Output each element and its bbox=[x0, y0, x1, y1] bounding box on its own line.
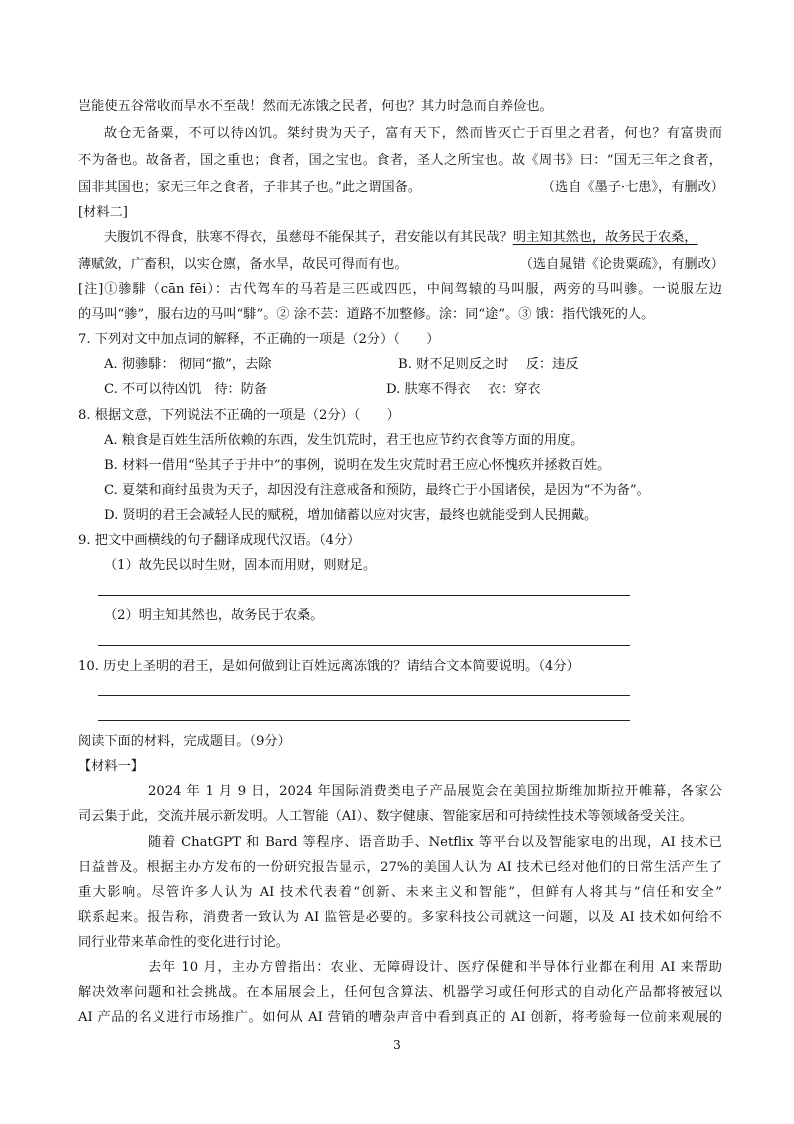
q7-option-a: A. 彻骖騑： 彻同“撤”，去除 bbox=[104, 357, 272, 372]
answer-line bbox=[98, 645, 630, 646]
q8-option-b: B. 材料一借用“坠其子于井中”的事例，说明在发生灾荒时君王应心怀愧疚并拯救百姓。 bbox=[104, 458, 611, 473]
article-p2-line-5: 同行业带来革命性的变化进行讨论。 bbox=[78, 935, 289, 950]
q9-sentence-2: （2）明主知其然也，故务民于农桑。 bbox=[104, 608, 324, 623]
passage-a-source: （选自《墨子·七患》，有删改） bbox=[541, 180, 724, 195]
passage-b-source: （选自晁错《论贵粟疏》，有删改） bbox=[519, 257, 724, 272]
q7-stem: 7. 下列对文中加点词的解释，不正确的一项是（2分）（ ） bbox=[78, 332, 440, 347]
q9-stem: 9. 把文中画横线的句子翻译成现代汉语。（4分） bbox=[78, 533, 361, 548]
q8-option-a: A. 粮食是百姓生活所依赖的东西，发生饥荒时，君王也应节约衣食等方面的用度。 bbox=[104, 433, 584, 448]
page-number: 3 bbox=[393, 1038, 401, 1052]
article-p2-line-1: 随着 ChatGPT 和 Bard 等程序、语音助手、Netflix 等平台以及智能家电的出现，AI 技术已 bbox=[148, 835, 722, 850]
passage-a-line-4: 国非其国也；家无三年之食者，子非其子也。”此之谓国备。 bbox=[78, 180, 422, 195]
q10-stem: 10. 历史上圣明的君王，是如何做到让百姓远离冻饿的？请结合文本简要说明。（4分） bbox=[78, 659, 580, 674]
q7-option-d: D. 肤寒不得衣 衣：穿衣 bbox=[386, 382, 541, 397]
answer-line bbox=[98, 695, 630, 696]
passage-a-line-2: 故仓无备粟，不可以待凶饥。桀纣贵为天子，富有天下，然而皆灭亡于百里之君者，何也？有富贵而 bbox=[104, 126, 722, 141]
passage-b-line-2: 薄赋敛，广畜积，以实仓廪，备水旱，故民可得而有也。 bbox=[78, 257, 408, 272]
article-p1-line-1: 2024 年 1 月 9 日，2024 年国际消费类电子产品展览会在美国拉斯维加斯拉开帷幕，各家公 bbox=[148, 784, 722, 799]
passage-b-underlined: 明主知其然也，故务民于农桑， bbox=[512, 230, 698, 245]
article-p2-line-4: 联系起来。报告称，消费者一致认为 AI 监管是必要的。多家科技公司就这一问题，以及 AI 技术如何给不 bbox=[78, 910, 722, 925]
q7-option-b: B. 财不足则反之时 反：违反 bbox=[398, 357, 579, 372]
material-1-heading: 【材料一】 bbox=[78, 759, 144, 774]
article-p3-line-1: 去年 10 月，主办方曾指出：农业、无障碍设计、医疗保健和半导体行业都在利用 AI 来帮助 bbox=[148, 960, 722, 975]
notes-line-1: [注]①骖騑（cān fēi）：古代驾车的马若是三匹或四匹，中间驾辕的马叫服，两旁的马叫骖。一说服左边 bbox=[78, 282, 722, 297]
article-p3-line-3: AI 产品的名义进行市场推广。如何从 AI 营销的嘈杂声音中看到真正的 AI 创新，将考验每一位前来观展的 bbox=[78, 1010, 722, 1025]
article-p1-line-2: 司云集于此，交流并展示新发明。人工智能（AI）、数字健康、智能家居和可持续性技术等领域备受关注。 bbox=[78, 809, 693, 824]
q9-sentence-1: （1）故先民以时生财，固本而用财，则财足。 bbox=[104, 558, 377, 573]
notes-line-2: 的马叫“骖”，服右边的马叫“騑”。② 涂不芸：道路不加整修。涂：同“途”。③ 饿：指代饿死的人。 bbox=[78, 307, 655, 322]
passage-b-line-1 bbox=[104, 230, 697, 246]
q7-option-c: C. 不可以待凶饥 待：防备 bbox=[104, 382, 268, 397]
q8-option-d: D. 贤明的君王会减轻人民的赋税，增加储蓄以应对灾害，最终也就能受到人民拥戴。 bbox=[104, 508, 598, 523]
q8-stem: 8. 根据文意，下列说法不正确的一项是（2分）（ ） bbox=[78, 408, 400, 423]
article-p2-line-3: 重大影响。尽管许多人认为 AI 技术代表着“创新、未来主义和智能”，但鲜有人将其与“信任和安全” bbox=[78, 885, 722, 900]
section-intro: 阅读下面的材料，完成题目。（9分） bbox=[78, 734, 291, 749]
material-2-heading: [材料二] bbox=[78, 205, 128, 220]
article-p2-line-2: 日益普及。根据主办方发布的一份研究报告显示，27%的美国人认为 AI 技术已经对他们的日常生活产生了 bbox=[78, 860, 722, 875]
q8-option-c: C. 夏桀和商纣虽贵为天子，却因没有注意戒备和预防，最终亡于小国诸侯，是因为“不为备”。 bbox=[104, 483, 650, 498]
passage-b-line-1-text: 夫腹饥不得食，肤寒不得衣，虽慈母不能保其子，君安能以有其民哉？ bbox=[104, 230, 513, 245]
answer-line bbox=[98, 595, 630, 596]
article-p3-line-2: 解决效率问题和社会挑战。在本届展会上，任何包含算法、机器学习或任何形式的自动化产品都将被冠以 bbox=[78, 985, 722, 1000]
passage-a-line-1: 岂能使五谷常收而旱水不至哉！然而无冻饿之民者，何也？其力时急而自养俭也。 bbox=[78, 99, 553, 114]
passage-a-line-3: 不为备也。故备者，国之重也；食者，国之宝也。食者，圣人之所宝也。故《周书》曰：“国无三年之食者， bbox=[78, 153, 722, 168]
answer-line bbox=[98, 720, 630, 721]
